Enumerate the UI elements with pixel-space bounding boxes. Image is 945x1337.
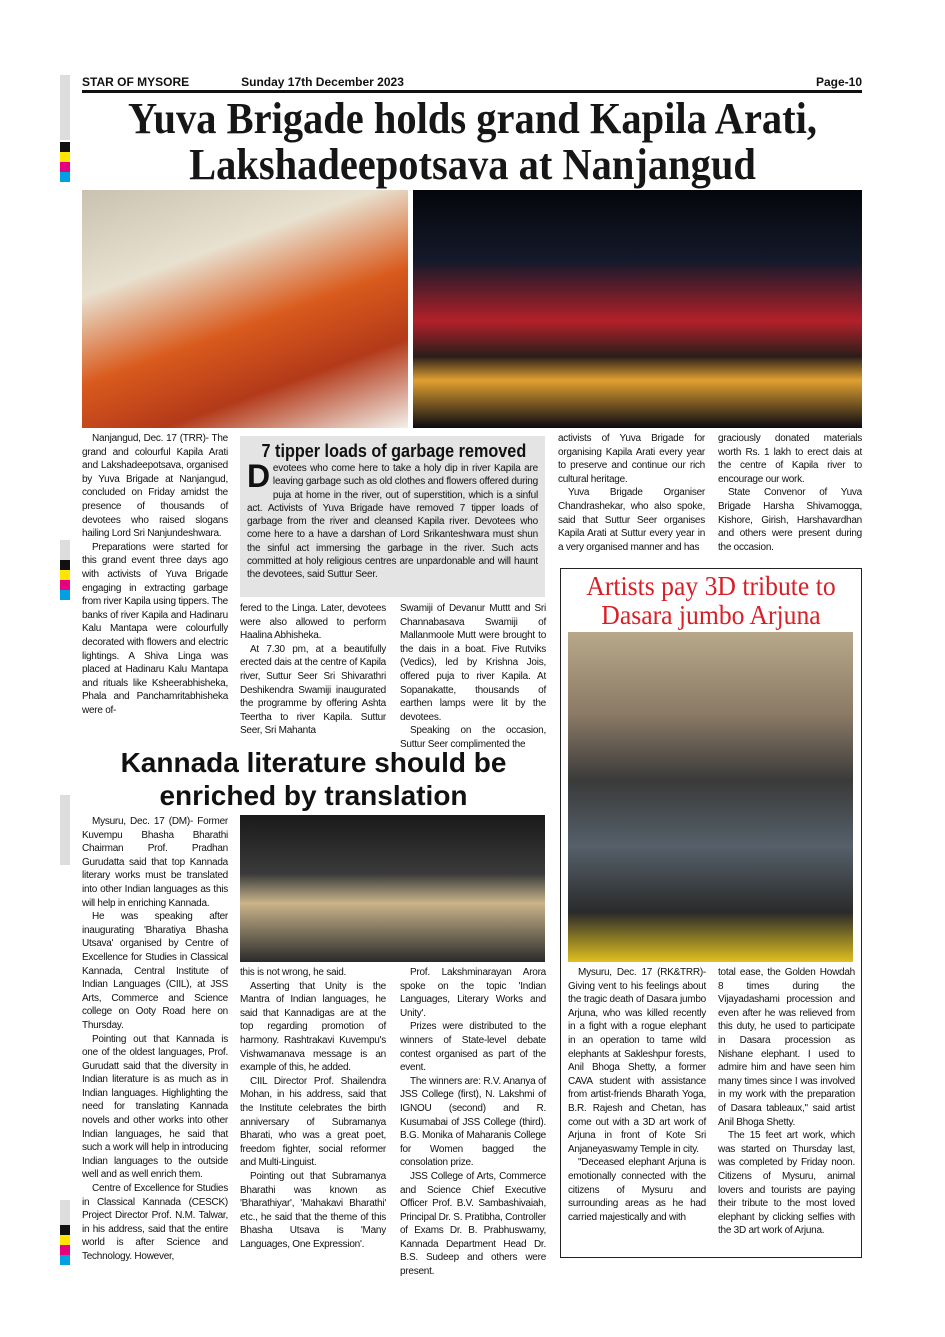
paragraph: He was speaking after inaugurating 'Bharatiya Bhasha Utsava' organised by Centre of Excellence for Studies in Classical Kannada, Central Institute of Indian Languages (CIIL), at JSS Arts, Commerce and Science college on Ooty Road here on Thursday. <box>82 911 228 1031</box>
paragraph: Mysuru, Dec. 17 (RK&TRR)- Giving vent to his feelings about the tragic death of Dasara jumbo Arjuna, who was killed recently in a fight with a rogue elephant in an operation to tame wild elephants at Sakleshpur forests, Anil Bhoga Shetty, a former CAVA student with assistance from artist-friends Bharath Yoga, B.R. Rajesh and Chetan, has come out with a 3D art work of Arjuna in front of Kote Sri Anjaneyaswamy Temple in city. <box>568 967 706 1155</box>
registration-bar <box>60 1200 70 1225</box>
paragraph: activists of Yuva Brigade for organising Kapila Arati every year to preserve and continue our rich cultural heritage. <box>558 433 705 485</box>
registration-cyan <box>60 590 70 600</box>
registration-yellow <box>60 152 70 162</box>
paragraph: Yuva Brigade Organiser Chandrashekar, who also spoke, said that Suttur Seer organises Kapila Arati at Suttur every year in a very organised manner and has <box>558 487 705 553</box>
paragraph: Pointing out that Subramanya Bharathi was known as 'Bharathiyar', 'Mahakavi Bharathi' etc., he said that the theme of this Bhasha Utsava is 'Many Languages, One Expression'. <box>240 1170 386 1250</box>
photo-3d-arjuna-artwork <box>568 632 853 962</box>
paragraph: fered to the Linga. Later, devotees were also allowed to perform Haalina Abhisheka. <box>240 603 386 642</box>
headline-line: Lakshadeepotsava at Nanjangud <box>189 140 756 189</box>
headline-line: Yuva Brigade holds grand Kapila Arati, <box>127 94 818 143</box>
registration-cyan <box>60 1255 70 1265</box>
story1-col1 <box>82 432 228 717</box>
paragraph: Pointing out that Kannada is one of the oldest languages, Prof. Gurudatt said that the diversity in Indian literature is as much as in Indian languages. Highlighting the need for translating Kannada novels and other works into other Indian languages, he said that such a work will help in introducing Indian languages to the outside well and as well enrich them. <box>82 1033 228 1181</box>
sidebar-text: evotees who come here to take a holy dip in river Kapila are leaving garbage such as old clothes and flowers offered during puja at home in the river, out of superstition, which is a sinful act. Activists of Yuva Brigade have removed 7 tipper loads of garbage from the river and cleansed Kapila river. Devotees who come here to a have a darshan of Lord Srikanteshwara must shun the sinful act immersing the garbage in the river. Such acts committed at holy religious centres are unpardonable and will haunt the devotees, said Suttur Seer. <box>247 463 538 581</box>
paragraph: State Convenor of Yuva Brigade Harsha Shivamogga, Kishore, Girish, Harshavardhan and others were present during the occasion. <box>718 487 862 553</box>
masthead <box>82 75 862 93</box>
story1-col3 <box>400 602 546 752</box>
photo-bhasha-utsava-dignitaries <box>240 815 545 962</box>
story2-col3 <box>400 966 546 1279</box>
paragraph: Preparations were started for this grand event three days ago with activists of Yuva Brigade engaging in extracting garbage from river Kapila using tippers. The banks of river Kapila and Hadinaru Kalu Mantapa were colourfully decorated with flowers and electric lightings. A Shiva Linga was placed at Hadinaru Kalu Mantapa and rituals like Ksheerabhisheka, Phala and Panchamritabhisheka were of- <box>82 541 228 716</box>
registration-magenta <box>60 1245 70 1255</box>
paragraph: Speaking on the occasion, Suttur Seer complimented the <box>400 725 546 750</box>
paragraph: The 15 feet art work, which was started on Thursday last, was completed by Friday noon. Citizens of Mysuru, animal lovers and tourists are paying their tribute to the most loved elephant by clicking selfies with the 3D art work of Arjuna. <box>718 1130 855 1237</box>
paragraph: CIIL Director Prof. Shailendra Mohan, in his address, said that the Institute celebrates the birth anniversary of Subramanya Bharati, who was a great poet, freedom fighter, social reformer and Multi-Linguist. <box>240 1075 386 1169</box>
photo-seer-lighting-lamp <box>82 190 408 428</box>
registration-magenta <box>60 162 70 172</box>
issue-date: Sunday 17th December 2023 <box>241 75 404 89</box>
headline-line: Kannada literature should be <box>120 747 507 778</box>
kannada-headline <box>82 746 545 812</box>
page-number: Page-10 <box>815 75 862 89</box>
headline-line: Dasara jumbo Arjuna <box>601 600 821 630</box>
registration-yellow <box>60 570 70 580</box>
paragraph: Nanjangud, Dec. 17 (TRR)- The grand and colourful Kapila Arati and Lakshadeepotsava, organised by Yuva Brigade at Nanjangud, concluded on Friday amidst the presence of thousands of devotees who raised slogans hailing Lord Sri Nanjundeshwara. <box>82 433 228 540</box>
paragraph: Prof. Lakshminarayan Arora spoke on the topic 'Indian Languages, Literary Works and Unity'. <box>400 967 546 1019</box>
story1-col5 <box>718 432 862 554</box>
registration-black <box>60 142 70 152</box>
registration-magenta <box>60 580 70 590</box>
paragraph: Asserting that Unity is the Mantra of Indian languages, he said that Kannadigas are at the top regarding promotion of harmony. Rashtrakavi Kuvempu's Vishwamanava message is an example of this, he added. <box>240 980 386 1074</box>
story2-col1 <box>82 815 228 1264</box>
registration-bar <box>60 75 70 140</box>
registration-yellow <box>60 1235 70 1245</box>
paragraph: "Deceased elephant Arjuna is emotionally connected with the citizens of Mysuru and surrounding areas as he had carried majestically and with <box>568 1157 706 1223</box>
story3-col2 <box>718 966 855 1238</box>
paragraph: graciously donated materials worth Rs. 1 lakh to erect dais at the centre of Kapila river to encourage our work. <box>718 433 862 485</box>
paragraph: Swamiji of Devanur Muttt and Sri Channabasava Swamiji of Mallanmoole Mutt were brought to the dais in a boat. Five Rutviks (Vedics), led by Krishna Jois, offered puja to river Kapila. At Sopanakatte, thousands of earthen lamps were lit by the devotees. <box>400 603 546 723</box>
headline-line: Artists pay 3D tribute to <box>586 571 836 601</box>
paragraph: this is not wrong, he said. <box>240 967 347 978</box>
headline-line: enriched by translation <box>159 780 468 811</box>
paragraph: total ease, the Golden Howdah 8 times during the Vijayadashami procession and even after he was relieved from this duty, he used to participate in Dasara procession as Nishane elephant. I used to admire him and have seen him many times since I was involved in my work with the preparation of Dasara tableaux," said artist Anil Bhoga Shetty. <box>718 967 855 1128</box>
paragraph: Mysuru, Dec. 17 (DM)- Former Kuvempu Bhasha Bharathi Chairman Prof. Pradhan Gurudatta said that top Kannada literary works must be translated into other Indian languages as this will help in enriching Kannada. <box>82 816 228 909</box>
main-headline <box>70 96 875 188</box>
registration-bar <box>60 540 70 560</box>
registration-bar <box>60 795 70 865</box>
paragraph: The winners are: R.V. Ananya of JSS College (first), N. Lakshmi of IGNOU (second) and R. Kusumabai of JSS College (third). B.G. Monika of Maharanis College for Women bagged the consolation prize. <box>400 1075 546 1169</box>
garbage-sidebar <box>240 436 545 597</box>
arjuna-headline <box>561 572 861 630</box>
registration-black <box>60 560 70 570</box>
registration-black <box>60 1225 70 1235</box>
registration-cyan <box>60 172 70 182</box>
paper-name: STAR OF MYSORE <box>82 75 190 89</box>
paragraph: At 7.30 pm, at a beautifully erected dais at the centre of Kapila river, Suttur Seer Sri Shivarathri Deshikendra Swamiji inaugurated the programme by offering Ashta Teertha to river Kapila. Suttur Seer, Sri Mahanta <box>240 643 386 737</box>
paragraph: Prizes were distributed to the winners of State-level debate contest organised as part of the event. <box>400 1021 546 1074</box>
photo-kapila-arati-river <box>413 190 862 428</box>
sidebar-title: 7 tipper loads of garbage removed <box>261 441 527 461</box>
story1-col4 <box>558 432 705 554</box>
story3-col1 <box>568 966 706 1224</box>
story1-col2 <box>240 602 386 738</box>
paragraph: Centre of Excellence for Studies in Classical Kannada (CESCK) Project Director Prof. N.M. Talwar, in his address, said that the entire world is after Science and Technology. However, <box>82 1183 228 1262</box>
paragraph: JSS College of Arts, Commerce and Science Chief Executive Officer Prof. B.V. Sambashivaiah, Principal Dr. S. Pratibha, Controller of Exams Dr. B. Prabhuswamy, Kannada Department Head Dr. B.S. Sudeep and others were present. <box>400 1170 546 1278</box>
drop-cap: D <box>247 458 270 494</box>
story2-col2 <box>240 966 386 1251</box>
